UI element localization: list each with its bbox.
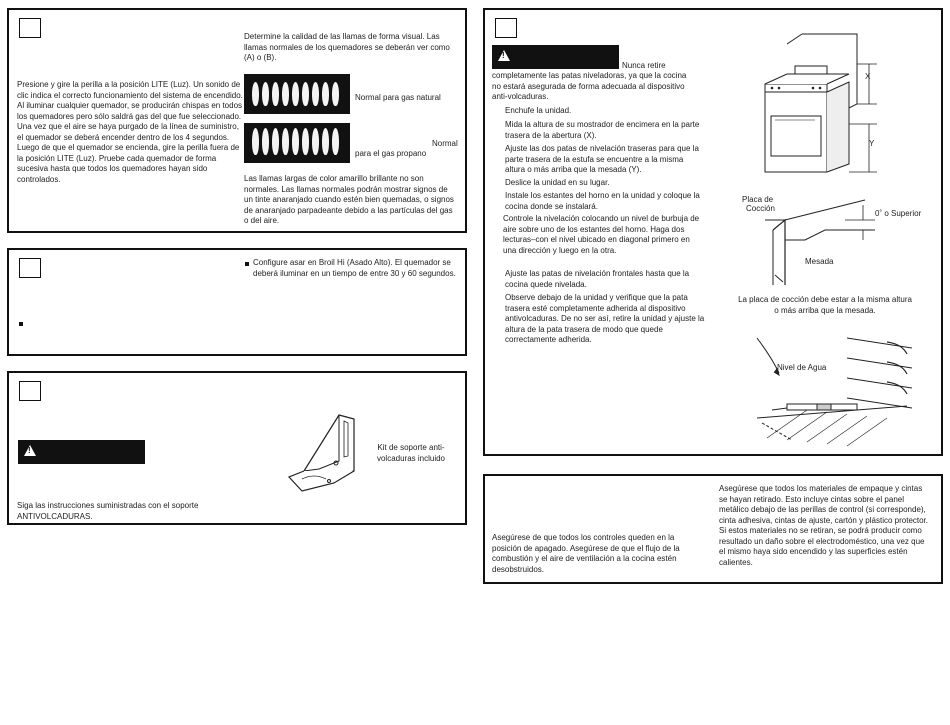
warning-tail: Nunca retire — [622, 61, 666, 70]
bubble-level-diagram — [747, 328, 917, 448]
kit-label: Kit de soporte anti-volcaduras incluido — [376, 443, 446, 463]
panel-anti-tip — [7, 371, 467, 525]
step-4: Deslice la unidad en su lugar. — [505, 178, 610, 187]
step-1: Enchufe la unidad. — [505, 106, 572, 115]
step-6: Controle la nivelación colocando un nivel de burbuja de aire sobre uno de los estantes del horno. Haga dos lecturas–con el nivel ubicado en diagonal primero en una dirección y luego en la otra. — [503, 214, 700, 255]
panel-burner-test — [7, 8, 467, 233]
step-number-box — [19, 18, 41, 38]
panel-leveling — [483, 8, 943, 456]
panel-broil-test — [7, 248, 467, 356]
natural-gas-label: Normal para gas natural — [355, 93, 441, 102]
step-7: Ajuste las patas de nivelación frontales hasta que la cocina quede nivelada. — [505, 269, 690, 289]
label-x: X — [865, 72, 871, 81]
cooktop-caption: La placa de cocción debe estar a la misma altura o más arriba que la mesada. — [738, 295, 912, 315]
anti-tip-instructions: Siga las instrucciones suministradas con el soporte ANTIVOLCADURAS. — [17, 501, 199, 521]
bullet — [19, 322, 23, 326]
range-countertop-diagram — [757, 24, 907, 184]
step-number-box — [19, 381, 41, 401]
step-2: Mida la altura de su mostrador de encimera en la parte trasera de la abertura (X). — [505, 120, 700, 140]
bullet — [245, 262, 249, 266]
step-number-box — [495, 18, 517, 38]
burner-instructions: Presione y gire la perilla a la posición LITE (Luz). Un sonido de clic indica el correcto funcionamiento del sistema de encendido. Al iluminar cualquier quemador, se producirán chispas en todos los quemadores pero sólo saldrá gas del que fue seleccionado. Una vez que el aire se haya purgado de la línea de suministro, el quemador se deberá encender dentro de los 4 segundos. Luego de que el quemador se encienda, gire la perilla fuera de la posición LITE (Luz). Pruebe cada quemador de forma sucesiva hasta que todos los quemadores hayan sido controlados. — [17, 80, 243, 184]
step-number-box — [19, 258, 41, 278]
panel-final-checks — [483, 474, 943, 584]
warning-icon — [498, 50, 510, 61]
nivel-label: Nivel de Agua — [777, 363, 827, 372]
step-8: Observe debajo de la unidad y verifique que la pata trasera esté completamente adherida al dispositivo antivolcaduras. De no ser así, retire la unidad y ajuste la altura de la pata trasera de modo que quede correctamente adherida. — [505, 293, 705, 344]
flame-intro: Determine la calidad de las llamas de forma visual. Las llamas normales de los quemadores se deberán ver como (A) o (B). — [244, 32, 450, 62]
mesada-label: Mesada — [805, 257, 834, 266]
step-3: Ajuste las dos patas de nivelación traseras para que la parte trasera de la estufa se encuentre a la misma altura o más arriba que la mesada (Y). — [505, 144, 699, 174]
zero-degree-label: 0˚ o Superior — [875, 209, 922, 218]
warning-icon — [24, 445, 36, 456]
propane-label-2: para el gas propano — [355, 149, 427, 158]
propane-flames-image — [244, 123, 350, 163]
propane-label-1: Normal — [432, 139, 458, 148]
step-5: Instale los estantes del horno en la unidad y coloque la cocina donde se instalará. — [505, 191, 700, 211]
controls-off-text: Asegúrese de que todos los controles queden en la posición de apagado. Asegúrese de que el flujo de la combustión y el aire de ventilación a la cocina estén desobstruidos. — [492, 533, 680, 574]
warning-text: completamente las patas niveladoras, ya que la cocina no estará asegurada de forma adecuada al dispositivo anti-volcaduras. — [492, 71, 687, 101]
natural-gas-flames-image — [244, 74, 350, 114]
anti-tip-bracket-image — [284, 411, 374, 501]
placa-label-2: Cocción — [746, 204, 775, 213]
warning-banner — [492, 45, 619, 69]
label-y: Y — [869, 139, 875, 148]
packaging-text: Asegúrese que todos los materiales de empaque y cintas se hayan retirado. Esto incluye cintas sobre el panel metálico debajo de las perillas de control (si corresponde), cinta adhesiva, cintas de ajuste, cartón y plástico protector. Si estos materiales no se retiran, se podrá producir como resultado un daño sobre el electrodoméstico, una vez que el mismo haya sido encendido y las superficies estén calientes. — [719, 484, 929, 567]
flame-warning-text: Las llamas largas de color amarillo brillante no son normales. Las llamas normales podrán mostrar signos de un tinte anaranjado cuando estén bien quemadas, o signos de anaranjado parpadeante debido a las partículas del gas o del aire. — [244, 174, 454, 225]
warning-banner — [18, 440, 145, 464]
broil-instructions: Configure asar en Broil Hi (Asado Alto). El quemador se deberá iluminar en un tiempo de entre 30 y 60 segundos. — [253, 258, 456, 278]
placa-label-1: Placa de — [742, 195, 774, 204]
